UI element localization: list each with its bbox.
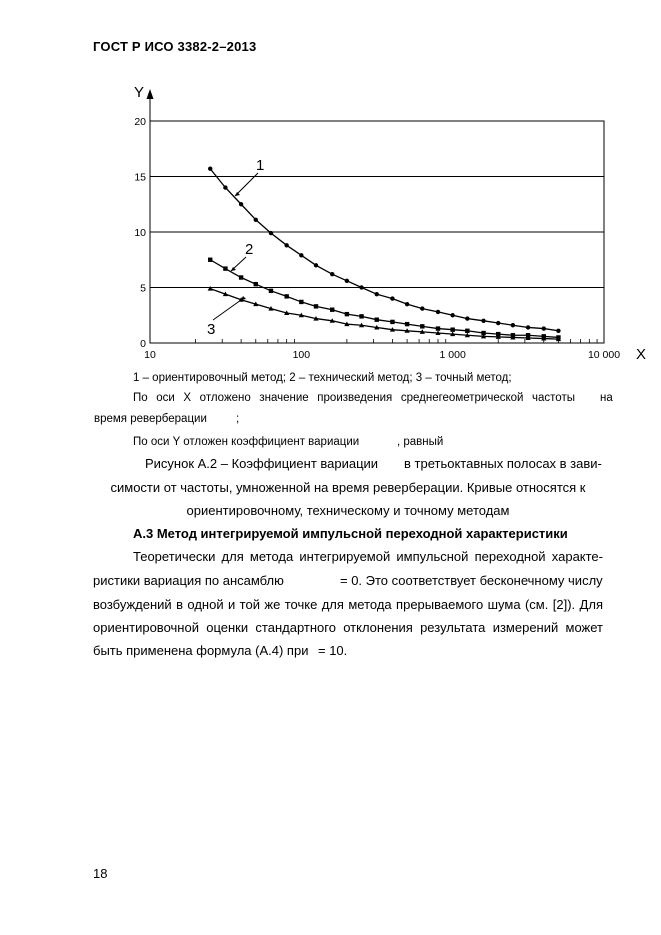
data-point — [496, 321, 500, 325]
paragraph-line2-start: ристики вариация по ансамблю — [93, 573, 284, 588]
paragraph-line5-start: быть применена формула (А.4) при — [93, 643, 309, 658]
data-point — [284, 243, 288, 247]
paragraph-line3-text: возбуждений в одной и той же точке для метода прерываемого шума (см. [2]). Для — [93, 597, 603, 612]
y-tick-label: 5 — [140, 282, 146, 295]
data-point — [465, 316, 469, 320]
series-3 — [208, 286, 561, 341]
data-point — [239, 275, 243, 279]
data-point — [299, 300, 303, 304]
annotation-arrowhead — [241, 296, 246, 300]
data-point — [390, 296, 394, 300]
paragraph-line3 — [93, 597, 603, 612]
data-point — [269, 289, 273, 293]
series-2 — [208, 258, 561, 340]
data-point — [359, 314, 363, 318]
x-tick-label: 100 — [292, 349, 311, 361]
document-header: ГОСТ Р ИСО 3382-2–2013 — [93, 39, 257, 54]
data-point — [208, 258, 212, 262]
y-tick-label: 10 — [134, 227, 146, 239]
x-axis-note-line1 — [133, 390, 575, 406]
caption-line1-start: Рисунок А.2 – Коэффициент вариации — [145, 456, 379, 471]
data-point — [299, 253, 303, 257]
chart-series — [208, 167, 561, 342]
y-axis-arrow — [147, 89, 154, 99]
data-point — [511, 323, 515, 327]
x-axis-note-line1-end: на — [600, 392, 613, 404]
y-tick-label: 20 — [134, 116, 146, 128]
y-tick-label: 15 — [134, 171, 146, 184]
data-point — [269, 231, 273, 235]
data-point — [436, 310, 440, 314]
x-axis-label: X — [636, 346, 647, 363]
annotation-label-2: 2 — [245, 241, 254, 258]
data-point — [208, 167, 212, 171]
y-axis-note: По оси Y отложен коэффициент вариации — [133, 436, 360, 448]
data-point — [420, 324, 424, 328]
chart-grid — [150, 177, 604, 288]
section-heading: А.3 Метод интегрируемой импульсной переходной характеристики — [133, 526, 568, 541]
y-axis-label: Y — [134, 84, 145, 101]
paragraph-line5-end: = 10. — [318, 643, 348, 658]
data-point — [330, 308, 334, 312]
data-point — [375, 292, 379, 296]
data-point — [254, 282, 258, 286]
paragraph-line1-text: Теоретически для метода интегрируемой импульсной переходной характе- — [133, 549, 603, 564]
x-tick-label: 10 — [144, 349, 156, 361]
series-line — [210, 260, 558, 338]
page-number: 18 — [93, 866, 108, 881]
x-axis-note-line2: время реверберации — [94, 413, 207, 425]
data-point — [405, 302, 409, 306]
data-point — [284, 294, 288, 298]
data-point — [542, 326, 546, 330]
x-tick-label: 1 000 — [439, 349, 466, 361]
variation-coefficient-chart — [0, 0, 661, 400]
data-point — [556, 329, 560, 333]
paragraph-line4-text: ориентировочной оценки стандартного отклонения результата измерений может — [93, 620, 603, 635]
x-axis-note-line2-end: ; — [236, 413, 240, 425]
annotation-label-1: 1 — [256, 157, 265, 174]
caption-line1-end: в третьоктавных полосах в зави- — [404, 456, 602, 471]
x-tick-label: 10 000 — [587, 349, 621, 361]
data-point — [223, 185, 227, 189]
annotation-arrowhead — [235, 192, 240, 196]
caption-line2: симости от частоты, умноженной на время реверберации. Кривые относятся к — [110, 480, 586, 495]
data-point — [314, 304, 318, 308]
annotation-label-3: 3 — [207, 321, 216, 338]
data-point — [465, 329, 469, 333]
data-point — [359, 285, 363, 289]
data-point — [345, 312, 349, 316]
data-point — [254, 218, 258, 222]
data-point — [481, 319, 485, 323]
data-point — [526, 325, 530, 329]
annotation-leader — [213, 300, 241, 320]
series-1 — [208, 167, 561, 333]
data-point — [345, 279, 349, 283]
paragraph-line1 — [133, 549, 603, 564]
data-point — [375, 317, 379, 321]
paragraph-line4 — [93, 620, 603, 635]
data-point — [223, 266, 227, 270]
y-axis-note-end: , равный — [397, 436, 444, 448]
data-point — [239, 202, 243, 206]
figure-legend-line: 1 – ориентировочный метод; 2 – технический метод; 3 – точный метод; — [133, 372, 512, 384]
y-tick-label: 0 — [140, 338, 146, 350]
chart-axes — [147, 89, 605, 343]
data-point — [450, 313, 454, 317]
data-point — [436, 326, 440, 330]
data-point — [330, 272, 334, 276]
data-point — [390, 320, 394, 324]
data-point — [314, 263, 318, 267]
caption-line3: ориентировочному, техническому и точному методам — [186, 503, 510, 518]
data-point — [420, 306, 424, 310]
x-axis-note-text: По оси X отложено значение произведения среднегеометрической частоты — [133, 392, 575, 404]
data-point — [405, 322, 409, 326]
paragraph-line2-end: = 0. Это соответствует бесконечному числу — [340, 573, 603, 588]
data-point — [208, 286, 213, 291]
data-point — [450, 327, 454, 331]
